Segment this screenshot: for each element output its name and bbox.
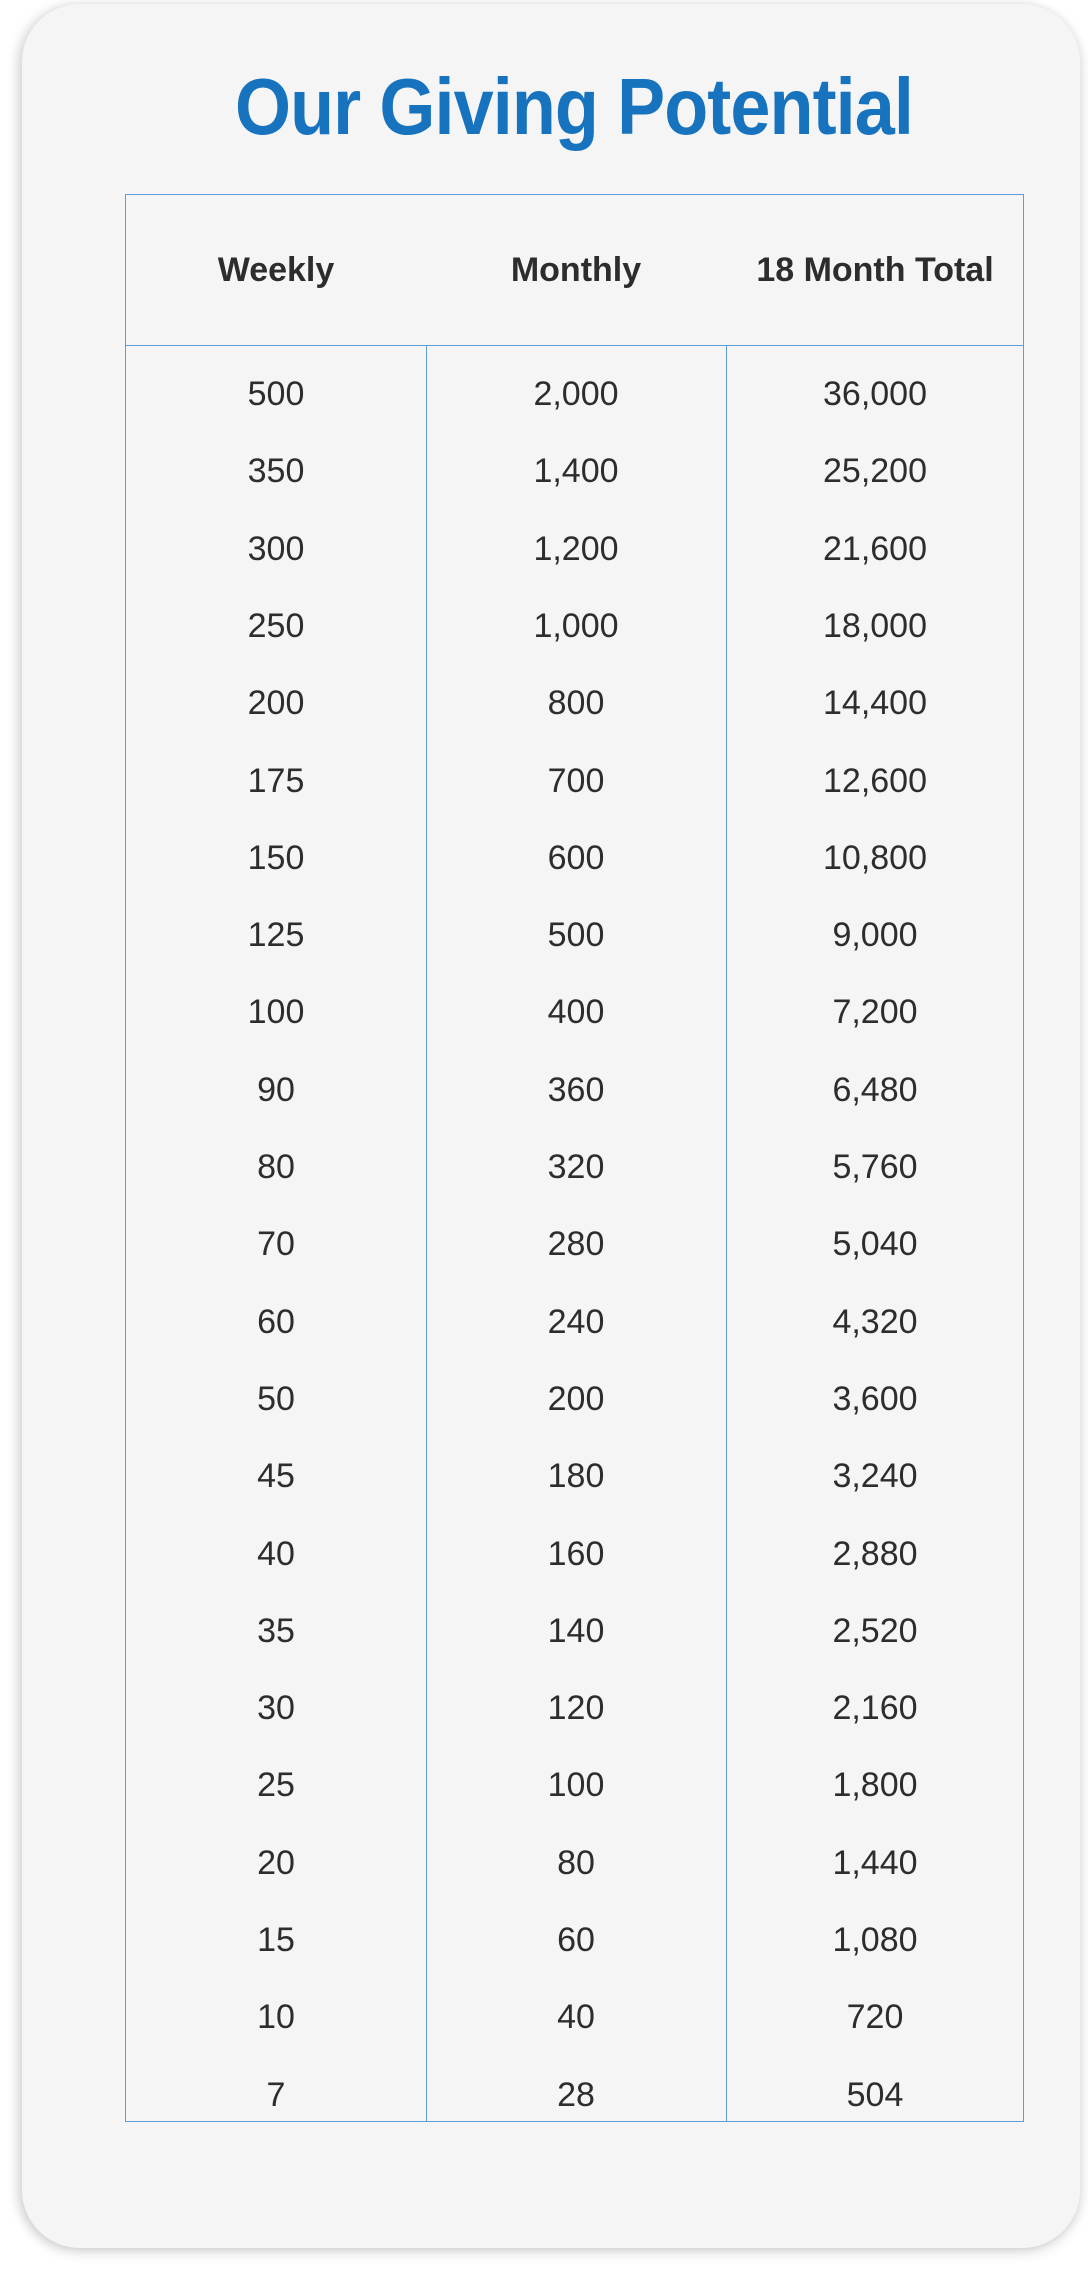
total-cell: 1,800	[832, 1766, 918, 1805]
monthly-cell: 120	[547, 1689, 605, 1728]
total-cell: 7,200	[832, 993, 918, 1032]
weekly-cell: 500	[247, 375, 305, 413]
weekly-cell: 50	[257, 1379, 295, 1418]
table-row	[126, 897, 1023, 974]
table-row	[126, 1747, 1023, 1824]
table-row	[126, 511, 1023, 588]
monthly-cell: 500	[547, 916, 605, 955]
table-row	[126, 1516, 1023, 1593]
monthly-cell: 180	[547, 1457, 605, 1496]
total-cell: 1,440	[832, 1843, 918, 1882]
monthly-cell: 28	[557, 2075, 595, 2114]
weekly-cell: 20	[257, 1843, 295, 1882]
weekly-cell: 175	[247, 761, 305, 800]
total-cell: 2,880	[832, 1534, 918, 1573]
weekly-cell: 300	[247, 529, 305, 568]
header-monthly: Monthly	[510, 251, 642, 289]
table-row	[126, 433, 1023, 510]
total-cell: 504	[846, 2075, 904, 2114]
monthly-cell: 1,000	[533, 606, 619, 645]
weekly-cell: 25	[257, 1766, 295, 1805]
table-row	[126, 2057, 1023, 2134]
total-cell: 10,800	[823, 838, 927, 877]
weekly-cell: 40	[257, 1534, 295, 1573]
table-row	[126, 1670, 1023, 1747]
header-weekly: Weekly	[217, 251, 335, 289]
total-cell: 25,200	[823, 452, 927, 491]
table-row	[126, 1979, 1023, 2056]
weekly-cell: 125	[247, 916, 305, 955]
monthly-cell: 160	[547, 1534, 605, 1573]
monthly-cell: 1,400	[533, 452, 619, 491]
monthly-cell: 600	[547, 838, 605, 877]
weekly-cell: 30	[257, 1689, 295, 1728]
table-header	[126, 195, 1023, 346]
monthly-cell: 360	[547, 1070, 605, 1109]
total-cell: 18,000	[823, 606, 927, 645]
monthly-cell: 100	[547, 1766, 605, 1805]
table-row	[126, 1902, 1023, 1979]
weekly-cell: 150	[247, 838, 305, 877]
table-row	[126, 743, 1023, 820]
header-18-month-total: 18 Month Total	[756, 251, 994, 289]
weekly-cell: 250	[247, 606, 305, 645]
weekly-cell: 35	[257, 1611, 295, 1650]
total-cell: 36,000	[823, 375, 927, 413]
weekly-cell: 60	[257, 1302, 295, 1341]
monthly-cell: 200	[547, 1379, 605, 1418]
monthly-cell: 2,000	[533, 375, 619, 413]
weekly-cell: 70	[257, 1225, 295, 1264]
table-row	[126, 356, 1023, 433]
monthly-cell: 80	[557, 1843, 595, 1882]
weekly-cell: 45	[257, 1457, 295, 1496]
table-row	[126, 820, 1023, 897]
table-row	[126, 665, 1023, 742]
monthly-cell: 800	[547, 684, 605, 723]
monthly-cell: 240	[547, 1302, 605, 1341]
total-cell: 2,160	[832, 1689, 918, 1728]
weekly-cell: 7	[266, 2075, 286, 2114]
table-row	[126, 1593, 1023, 1670]
weekly-cell: 10	[257, 1998, 295, 2037]
table-row	[126, 1284, 1023, 1361]
giving-card	[22, 4, 1080, 2248]
total-cell: 6,480	[832, 1070, 918, 1109]
weekly-cell: 80	[257, 1148, 295, 1186]
table-row	[126, 1825, 1023, 1902]
monthly-cell: 60	[557, 1921, 595, 1959]
weekly-cell: 200	[247, 684, 305, 723]
weekly-cell: 90	[257, 1070, 295, 1109]
total-cell: 4,320	[832, 1302, 918, 1341]
table-row	[126, 1361, 1023, 1438]
monthly-cell: 400	[547, 993, 605, 1032]
monthly-cell: 700	[547, 761, 605, 800]
total-cell: 9,000	[832, 916, 918, 955]
total-cell: 5,760	[832, 1148, 918, 1186]
table-row	[126, 1052, 1023, 1129]
monthly-cell: 1,200	[533, 529, 619, 568]
total-cell: 14,400	[823, 684, 927, 723]
total-cell: 12,600	[823, 761, 927, 800]
total-cell: 21,600	[823, 529, 927, 568]
monthly-cell: 140	[547, 1611, 605, 1650]
total-cell: 2,520	[832, 1611, 918, 1650]
giving-table	[125, 194, 1024, 2122]
total-cell: 3,240	[832, 1457, 918, 1496]
monthly-cell: 320	[547, 1148, 605, 1186]
weekly-cell: 100	[247, 993, 305, 1032]
table-row	[126, 974, 1023, 1051]
total-cell: 720	[846, 1998, 904, 2037]
table-row	[126, 1129, 1023, 1206]
monthly-cell: 40	[557, 1998, 595, 2037]
table-row	[126, 1206, 1023, 1283]
table-row	[126, 588, 1023, 665]
total-cell: 1,080	[832, 1921, 918, 1959]
page-title: Our Giving Potential	[234, 62, 914, 151]
total-cell: 3,600	[832, 1379, 918, 1418]
weekly-cell: 350	[247, 452, 305, 491]
total-cell: 5,040	[832, 1225, 918, 1264]
table-row	[126, 1438, 1023, 1515]
monthly-cell: 280	[547, 1225, 605, 1264]
weekly-cell: 15	[257, 1921, 295, 1959]
